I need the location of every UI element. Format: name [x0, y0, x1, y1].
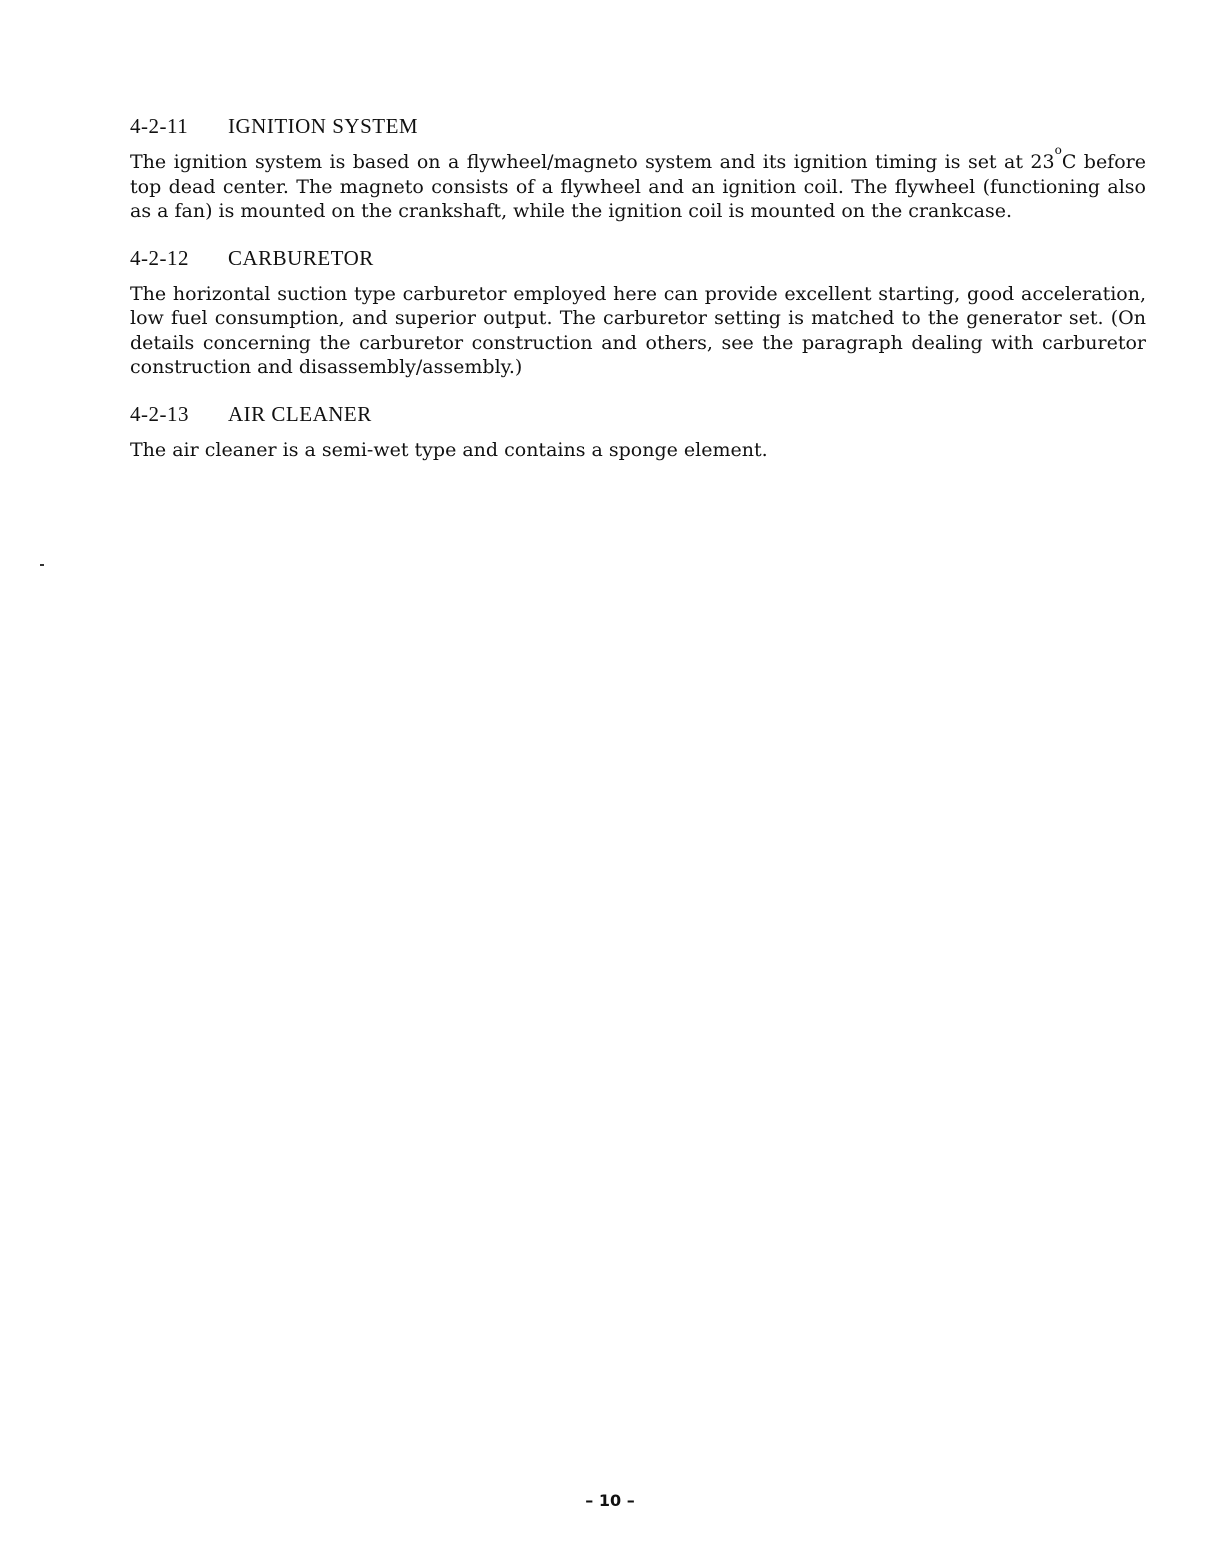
section-body: The air cleaner is a semi-wet type and contains a sponge element.: [130, 438, 768, 461]
section-carburetor: [130, 245, 1146, 380]
scan-speck: [40, 564, 44, 566]
section-body: The horizontal suction type carburetor employed here can provide excellent starting, good acceleration, low fuel consumption, and superior output. The carburetor setting is matched to the generator set. (On details concerning the carburetor construction and others, see the paragraph dealing with carburetor construction and disassembly/assembly.): [130, 282, 1146, 378]
section-title: AIR CLEANER: [228, 401, 372, 426]
section-heading: [130, 113, 1146, 139]
body-text-continued: C before top dead center. The magneto consists of a flywheel and an ignition coil. The flywheel (functioning also as a fan) is mounted on the crankshaft, while the ignition coil is mounted on the crankcase.: [130, 151, 1146, 222]
section-number: 4-2-12: [130, 245, 189, 270]
section-air-cleaner: [130, 401, 1146, 463]
section-title: CARBURETOR: [228, 245, 374, 270]
section-heading: [130, 245, 1146, 271]
section-number: 4-2-13: [130, 401, 189, 426]
section-ignition-system: [130, 113, 1146, 224]
section-number: 4-2-11: [130, 114, 189, 138]
document-page: [130, 113, 1146, 483]
section-body: [130, 143, 1146, 224]
section-title: IGNITION SYSTEM: [228, 114, 419, 138]
page-number: – 10 –: [585, 1491, 635, 1510]
degree-superscript: o: [1054, 143, 1062, 157]
section-heading: [130, 401, 1146, 427]
body-text: The ignition system is based on a flywheel/magneto system and its ignition timing is set at 23: [130, 151, 1055, 173]
